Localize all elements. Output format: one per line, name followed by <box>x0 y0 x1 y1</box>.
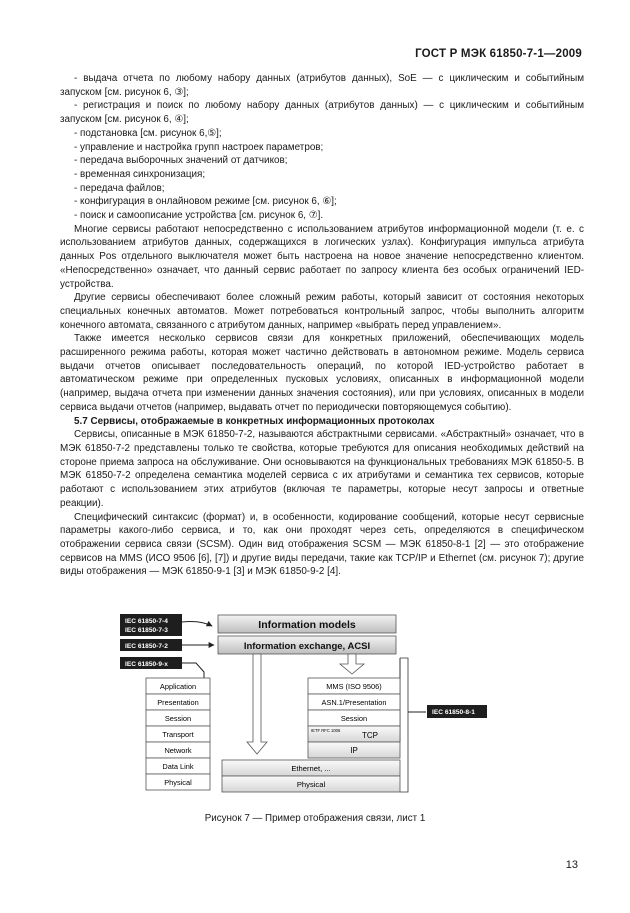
paragraph: Многие сервисы работают непосредственно с использованием атрибутов информационной модели (т. е. с использованием атрибутов данных, содержащихся в логических узлах). Конфигурация импульса атрибута данных Pos отдельного выключателя может быть настроена на новое значение непосредственно клиентом. «Непосредственно» означает, что данный сервис работает по запросу клиента без особых ограничений IED-устройства. <box>60 223 584 290</box>
box-information-exchange <box>218 636 396 654</box>
figure-caption: Рисунок 7 — Пример отображения связи, лист 1 <box>204 813 426 824</box>
osi-layer-label: Physical <box>164 778 192 787</box>
list-item: - конфигурация в онлайновом режиме [см. рисунок 6, ⑥]; <box>74 196 337 208</box>
list-item: - поиск и самоописание устройства [см. рисунок 6, ⑦]. <box>74 210 324 222</box>
osi-layer-label: Data Link <box>162 762 194 771</box>
osi-stack <box>146 678 210 790</box>
box-physical <box>222 776 400 792</box>
section-heading: 5.7 Сервисы, отображаемые в конкретных информационных протоколах <box>74 415 435 427</box>
down-arrow-left <box>247 654 267 754</box>
stack-mms: MMS (ISO 9506) <box>326 682 382 691</box>
body-text <box>60 72 584 579</box>
stack-tcp: TCP <box>362 731 378 740</box>
osi-layer-label: Presentation <box>157 698 199 707</box>
mapping-diagram <box>118 614 518 804</box>
protocol-stack <box>308 678 400 758</box>
bracket-8-1 <box>400 658 408 792</box>
svg-text:Information exchange, ACSI: Information exchange, ACSI <box>243 641 371 652</box>
label-iec-7-3: IEC 61850-7-3 <box>125 627 168 634</box>
list-item: - подстановка [см. рисунок 6,⑤]; <box>74 127 222 139</box>
figure-communication-mapping <box>118 614 518 804</box>
box-information-models <box>218 615 396 633</box>
list-item: - выдача отчета по любому набору данных (атрибутов данных), SoE — с циклическим и событийным запуском [см. рисунок 6, ③]; <box>60 73 584 98</box>
osi-layer-label: Network <box>164 746 192 755</box>
paragraph: Другие сервисы обеспечивают более сложный режим работы, который зависит от состояния некоторых специальных конечных автоматов. Может потребоваться контрольный запрос, чтобы выполнить алгоритм конечного автомата, связанного с атрибутом данных, например «выбрать перед управлением». <box>60 292 584 331</box>
label-iec-9-x: IEC 61850-9-x <box>125 661 168 668</box>
document-header: ГОСТ Р МЭК 61850-7-1—2009 <box>415 48 582 60</box>
label-iec-7-2-box <box>120 639 182 651</box>
list-item: - регистрация и поиск по любому набору данных (атрибутов данных) — с циклическим и событийным запуском [см. рисунок 6, ④]; <box>60 100 584 126</box>
stack-rfc: IETF RFC 1006 <box>311 728 341 733</box>
osi-layer-label: Application <box>159 682 197 691</box>
list-item: - временная синхронизация; <box>74 168 206 180</box>
svg-text:Information models: Information models <box>258 619 356 631</box>
label-iec-7-4: IEC 61850-7-4 <box>125 618 168 625</box>
stack-ip: IP <box>350 746 358 755</box>
list-item: - передача выборочных значений от датчиков; <box>74 155 288 167</box>
page-number: 13 <box>565 859 578 871</box>
osi-layer-label: Session <box>164 714 192 723</box>
paragraph: Также имеется несколько сервисов связи для конкретных приложений, обеспечивающих модель расширенного режима работы, которая может частично действовать в автономном режиме. Модель сервиса выдачи отчетов описывает последовательность операций, по которой IED-устройство работает в автоматическом режиме при определенных пусковых условиях, описанных в информационной модели (например, выдача отчета при изменении данных значения состояния), или при условиях, описанных в модели сервиса выдачи отчетов (например, выдавать отчет по периодически повторяющемуся событию). <box>60 333 584 413</box>
box-ethernet <box>222 760 400 776</box>
list-item: - управление и настройка групп настроек параметров; <box>74 141 324 153</box>
svg-text:Ethernet, ...: Ethernet, ... <box>291 764 331 773</box>
label-iec-7-4-7-3 <box>120 614 182 636</box>
osi-layer-label: Transport <box>162 730 194 739</box>
svg-text:Physical: Physical <box>296 780 326 789</box>
stack-session: Session <box>340 714 368 723</box>
paragraph: Сервисы, описанные в МЭК 61850-7-2, называются абстрактными сервисами. «Абстрактный» означает, что в МЭК 61850-7-2 представлены только те свойства, которые требуются для описания необходимых действий на стороне приема запроса на обслуживание. Они основываются на функциональных требованиях МЭК 61850-5. В МЭК 61850-7-2 определена семантика моделей сервиса с их атрибутами и семантика тех сервисов, которые работают с использованием этих атрибутов (включая те параметры, которые несут запросы и ответные реакции). <box>60 429 584 509</box>
list-item: - передача файлов; <box>74 182 165 194</box>
label-iec-8-1-box <box>427 705 487 718</box>
label-iec-8-1: IEC 61850-8-1 <box>432 709 475 716</box>
arrow-7-4 <box>182 622 212 627</box>
label-iec-9-x-box <box>120 657 182 669</box>
stack-asn: ASN.1/Presentation <box>321 698 387 707</box>
label-iec-7-2: IEC 61850-7-2 <box>125 643 168 650</box>
paragraph: Специфический синтаксис (формат) и, в особенности, кодирование сообщений, которые несут сервисные параметры какого-либо сервиса, и то, как они проходят через сеть, определяются в специфическом отображении сервиса связи (SCSM). Один вид отображения SCSM — МЭК 61850-8-1 [2] — это отображение сервисов на MMS (ИСО 9506 [6], [7]) и другие виды передачи, такие как TCP/IP и Ethernet (см. рисунок 7); другие виды отображения — МЭК 61850-9-1 [3] и МЭК 61850-9-2 [4]. <box>60 511 584 578</box>
down-arrow-right <box>340 654 364 674</box>
